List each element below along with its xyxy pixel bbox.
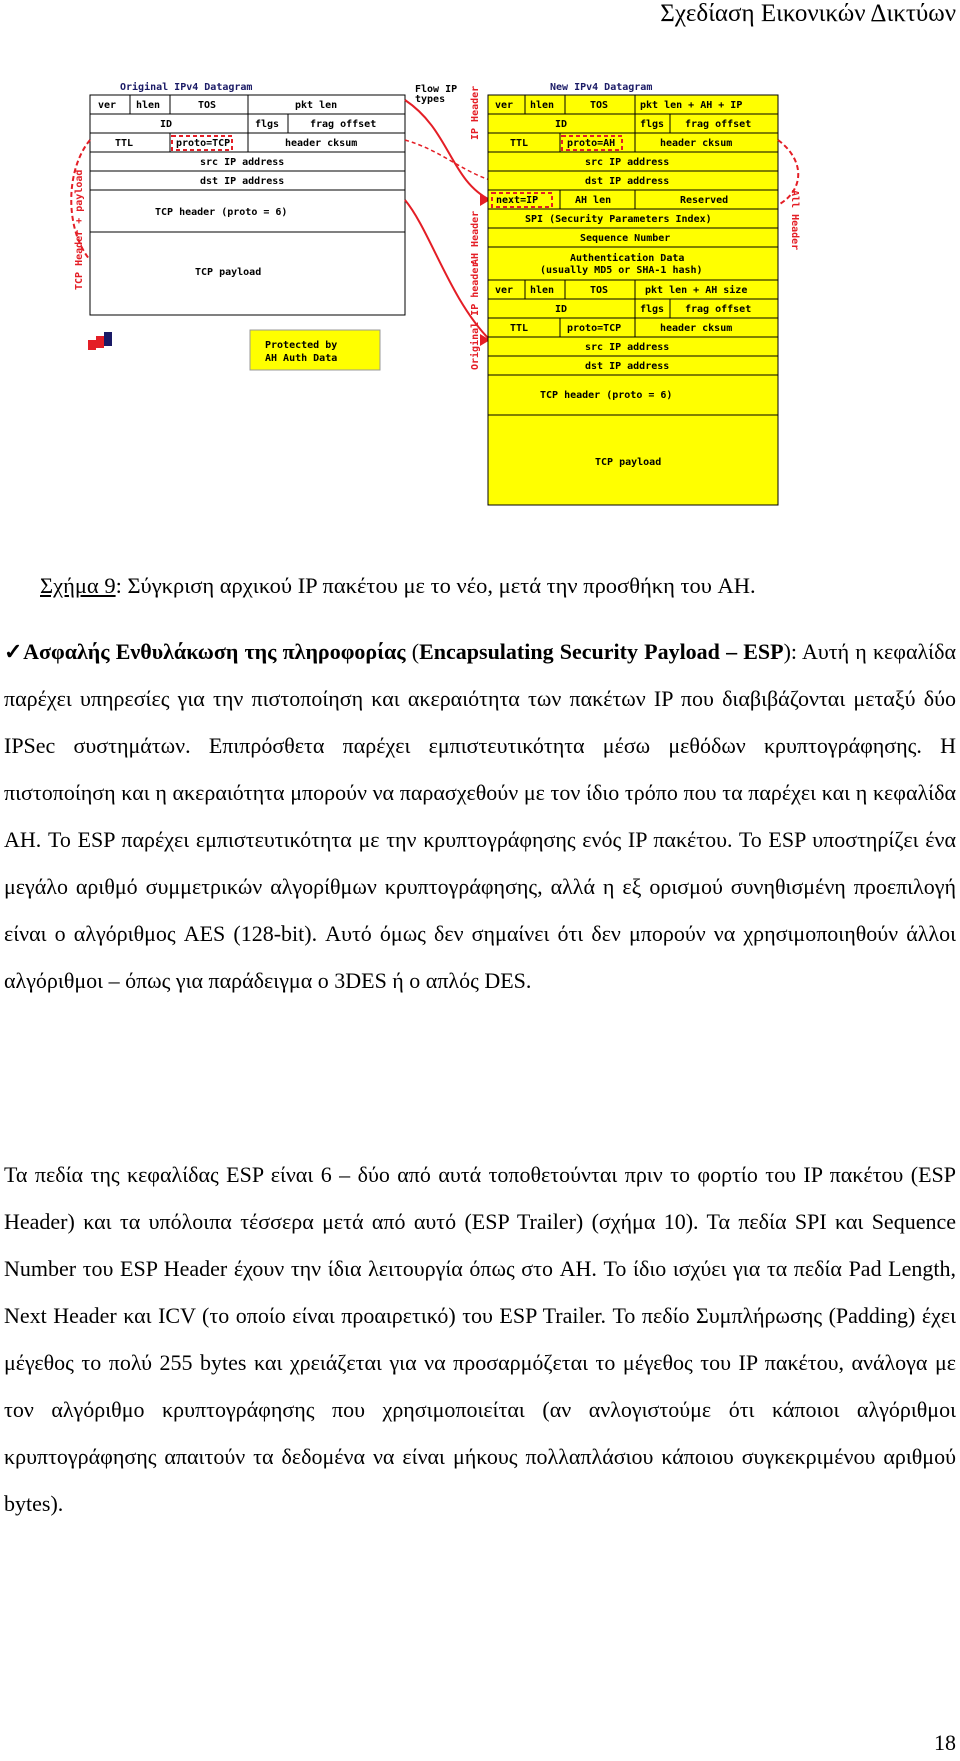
left-diagram-title: Original IPv4 Datagram — [120, 82, 253, 93]
left-r3-cksum: header cksum — [285, 138, 358, 149]
left-r3-proto: proto=TCP — [176, 138, 231, 149]
running-head: Σχεδίαση Εικονικών Δικτύων — [660, 0, 956, 27]
right-r2-flgs: flgs — [640, 119, 665, 130]
left-r1-pktlen: pkt len — [295, 100, 338, 111]
right-r14-dst: dst IP address — [585, 361, 670, 372]
left-r2-frag: frag offset — [310, 119, 377, 130]
right-r12-proto: proto=TCP — [567, 323, 622, 334]
right-r5-dst: dst IP address — [585, 176, 670, 187]
right-r6-ahlen: AH len — [575, 195, 612, 206]
esp-title-english: Encapsulating Security Payload – ESP — [419, 639, 784, 664]
arrow-label-1: Flow IP — [415, 84, 458, 95]
figure-caption — [40, 573, 756, 599]
left-side-label: TCP Header + payload — [74, 169, 85, 290]
ah-comparison-figure — [70, 70, 910, 570]
right-r7-spi: SPI (Security Parameters Index) — [525, 214, 712, 225]
right-r8-seq: Sequence Number — [580, 233, 671, 244]
arrow-label-2: types — [415, 94, 446, 105]
right-r1-tos: TOS — [590, 100, 609, 111]
right-diagram-title: New IPv4 Datagram — [550, 82, 653, 93]
legend-line-1: Protected by — [265, 340, 338, 351]
esp-fields-paragraph: Τα πεδία της κεφαλίδας ESP είναι 6 – δύο από αυτά τοποθετούνται πριν το φορτίο του IP πακέτου (ESP Header) και τα υπόλοιπα τέσσερα μετά από αυτό (ESP Trailer) (σχήμα 10). Τα πεδία SPI και Sequence Number του ESP Header έχουν την ίδια λειτουργία όπως στο AH. Το ίδιο ισχύει για τα πεδία Pad Length, Next Header και ICV (το οποίο είναι προαιρετικό) του ESP Trailer. Το πεδίο Συμπλήρωσης (Padding) έχει μέγεθος το πολύ 255 bytes και χρειάζεται για να προσαρμόζεται το μέγεθος του IP πακέτου, ανάλογα με τον αλγόριθμο κρυπτογράφησης που χρησιμοποιείται (αν ανλογιστούμε ότι κάποιοι αλγόριθμοι κρυπτογράφησης απαιτούν τα δεδομένα να είναι μήκους πολλαπλάσιου κάποιου συγκεκριμένου αριθμού bytes). — [4, 1162, 956, 1516]
right-r11-frag: frag offset — [685, 304, 752, 315]
right-r1-hlen: hlen — [530, 100, 555, 111]
esp-paragraph-body: ): Αυτή η κεφαλίδα παρέχει υπηρεσίες για την πιστοποίηση και ακεραιότητα των πακέτων IP που διαβιβάζονται μεταξύ δύο IPSec συστημάτων. Επιπρόσθετα παρέχει εμπιστευτικότητα μέσω μεθόδων κρυπτογράφησης. Η πιστοποίηση και η ακεραιότητα μπορούν να παρασχεθούν με τον ίδιο τρόπο που τα παρέχει και η κεφαλίδα AH. Το ESP παρέχει εμπιστευτικότητα με την κρυπτογράφησης ενός IP πακέτου. Το ESP υποστηρίζει ένα μεγάλο αριθμό συμμετρικών αλγορίθμων κρυπτογράφησης, αλλά η εξ ορισμού συνηθισμένη προεπιλογή είναι ο αλγόριθμος AES (128-bit). Αυτό όμως δεν σημαίνει ότι δεν μπορούν να χρησιμοποιηθούν άλλοι αλγόριθμοι – όπως για παράδειγμα ο 3DES ή ο απλός DES. — [4, 639, 956, 993]
right-r2-id: ID — [555, 119, 568, 130]
page-number: 18 — [934, 1730, 956, 1755]
esp-paragraph — [4, 628, 956, 1004]
right-r10-tos: TOS — [590, 285, 609, 296]
legend-marker-icon — [88, 340, 96, 350]
right-r9-auth-2: (usually MD5 or SHA-1 hash) — [540, 265, 703, 276]
paren-open: ( — [405, 639, 420, 664]
right-r10-ver: ver — [495, 285, 514, 296]
left-r3-ttl: TTL — [115, 138, 134, 149]
figure-number: Σχήμα 9 — [40, 573, 116, 598]
right-r12-cksum: header cksum — [660, 323, 733, 334]
right-r15-tcphdr: TCP header (proto = 6) — [540, 390, 673, 401]
right-side-label-orig: Original IP header — [470, 261, 481, 370]
left-r1-hlen: hlen — [136, 100, 161, 111]
left-r6-tcphdr: TCP header (proto = 6) — [155, 207, 288, 218]
right-side-label-all: All Header — [789, 190, 800, 251]
checkmark-icon: ✓ — [4, 639, 24, 664]
right-r6-next: next=IP — [496, 195, 539, 206]
right-r10-pktlen: pkt len + AH size — [645, 285, 748, 296]
right-r1-pktlen: pkt len + AH + IP — [640, 100, 743, 111]
right-r3-proto: proto=AH — [567, 138, 616, 149]
right-r2-frag: frag offset — [685, 119, 752, 130]
right-r9-auth-1: Authentication Data — [570, 253, 685, 264]
right-r11-id: ID — [555, 304, 568, 315]
right-r16-payload: TCP payload — [595, 457, 662, 468]
left-r7-payload: TCP payload — [195, 267, 262, 278]
right-r6-reserved: Reserved — [680, 195, 729, 206]
left-r5-dst: dst IP address — [200, 176, 285, 187]
right-r3-cksum: header cksum — [660, 138, 733, 149]
right-side-label-ah: AH Header — [470, 210, 481, 265]
right-r1-ver: ver — [495, 100, 514, 111]
right-r12-ttl: TTL — [510, 323, 529, 334]
right-r11-flgs: flgs — [640, 304, 665, 315]
right-r13-src: src IP address — [585, 342, 670, 353]
right-side-label-ip: IP Header — [470, 85, 481, 140]
left-r2-flgs: flgs — [255, 119, 280, 130]
right-r4-src: src IP address — [585, 157, 670, 168]
caption-text: : Σύγκριση αρχικού IP πακέτου με το νέο, μετά την προσθήκη του AH. — [115, 573, 756, 598]
left-r1-ver: ver — [98, 100, 117, 111]
ipv4-datagram-diagram — [70, 70, 910, 570]
legend-line-2: AH Auth Data — [265, 353, 338, 364]
left-r4-src: src IP address — [200, 157, 285, 168]
left-r2-id: ID — [160, 119, 173, 130]
left-r1-tos: TOS — [198, 100, 217, 111]
right-r10-hlen: hlen — [530, 285, 555, 296]
esp-title-greek: Ασφαλής Ενθυλάκωση της πληροφορίας — [23, 639, 406, 664]
right-r3-ttl: TTL — [510, 138, 529, 149]
